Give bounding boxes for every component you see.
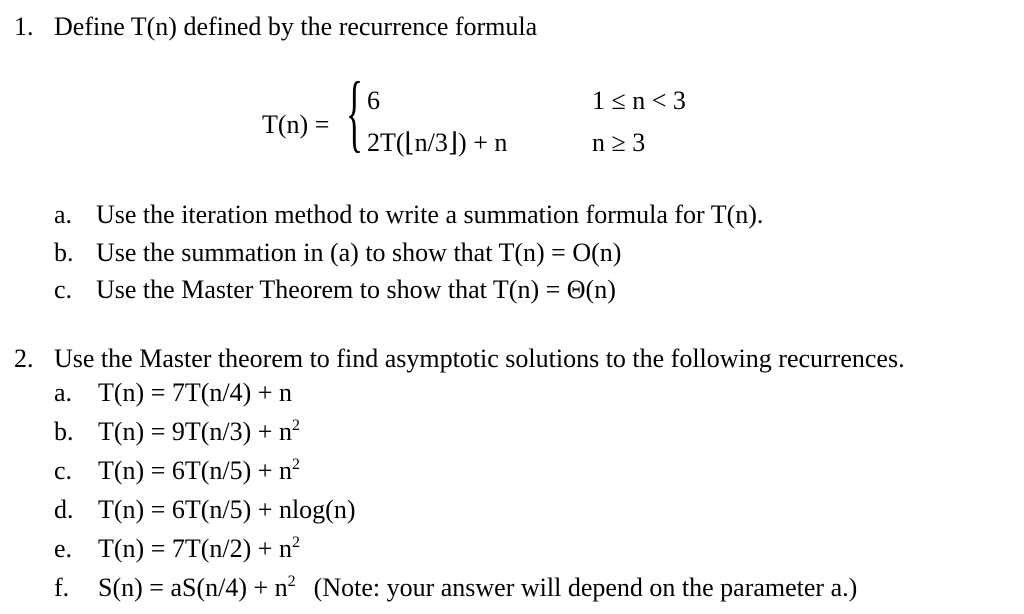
problem-2-part-a-text: T(n) = 7T(n/4) + n	[98, 378, 292, 407]
problem-1-part-b-label: b.	[54, 238, 74, 267]
problem-1-number: 1.	[14, 12, 34, 41]
problem-1-part-c-text: Use the Master Theorem to show that T(n) = Θ(n)	[96, 275, 616, 304]
problem-2-part-c-row	[98, 456, 300, 486]
left-brace: {	[346, 64, 363, 161]
problem-2-title: Use the Master theorem to find asymptotic solutions to the following recurrences.	[54, 344, 905, 373]
exponent: 2	[291, 534, 300, 551]
problem-1-part-a-label: a.	[54, 200, 73, 229]
case-1-condition: 1 ≤ n < 3	[592, 86, 686, 115]
case-2-condition: n ≥ 3	[592, 128, 646, 157]
exponent: 2	[291, 417, 300, 434]
problem-2-part-d-label: d.	[54, 495, 74, 524]
recurrence-lhs: T(n) =	[262, 110, 330, 139]
case-2-value: 2T(⌊n/3⌋) + n	[367, 128, 508, 157]
problem-2-part-b-text: T(n) = 9T(n/3) + n	[98, 417, 292, 446]
case-1-value: 6	[367, 86, 380, 115]
problem-2-part-b-row	[98, 417, 300, 447]
problem-2-part-f-text: S(n) = aS(n/4) + n	[98, 573, 288, 602]
problem-2-part-a-label: a.	[54, 378, 73, 407]
exponent: 2	[287, 573, 296, 590]
problem-2-part-d-text: T(n) = 6T(n/5) + nlog(n)	[98, 495, 356, 524]
problem-1-part-c-label: c.	[54, 275, 73, 304]
problem-2-part-e-text: T(n) = 7T(n/2) + n	[98, 534, 292, 563]
problem-1-title: Define T(n) defined by the recurrence formula	[54, 12, 538, 41]
problem-2-part-f-note: (Note: your answer will depend on the parameter a.)	[313, 573, 858, 602]
exponent: 2	[291, 456, 300, 473]
problem-2-part-f-row	[98, 573, 857, 603]
problem-1-part-a-text: Use the iteration method to write a summation formula for T(n).	[96, 200, 764, 229]
problem-2-part-f-label: f.	[54, 573, 70, 602]
problem-2-part-e-label: e.	[54, 534, 73, 563]
problem-1-part-b-text: Use the summation in (a) to show that T(n) = O(n)	[96, 238, 622, 267]
problem-2-number: 2.	[14, 344, 34, 373]
problem-2-part-c-text: T(n) = 6T(n/5) + n	[98, 456, 292, 485]
problem-2-part-b-label: b.	[54, 417, 74, 446]
problem-2-part-c-label: c.	[54, 456, 73, 485]
problem-2-part-e-row	[98, 534, 300, 564]
